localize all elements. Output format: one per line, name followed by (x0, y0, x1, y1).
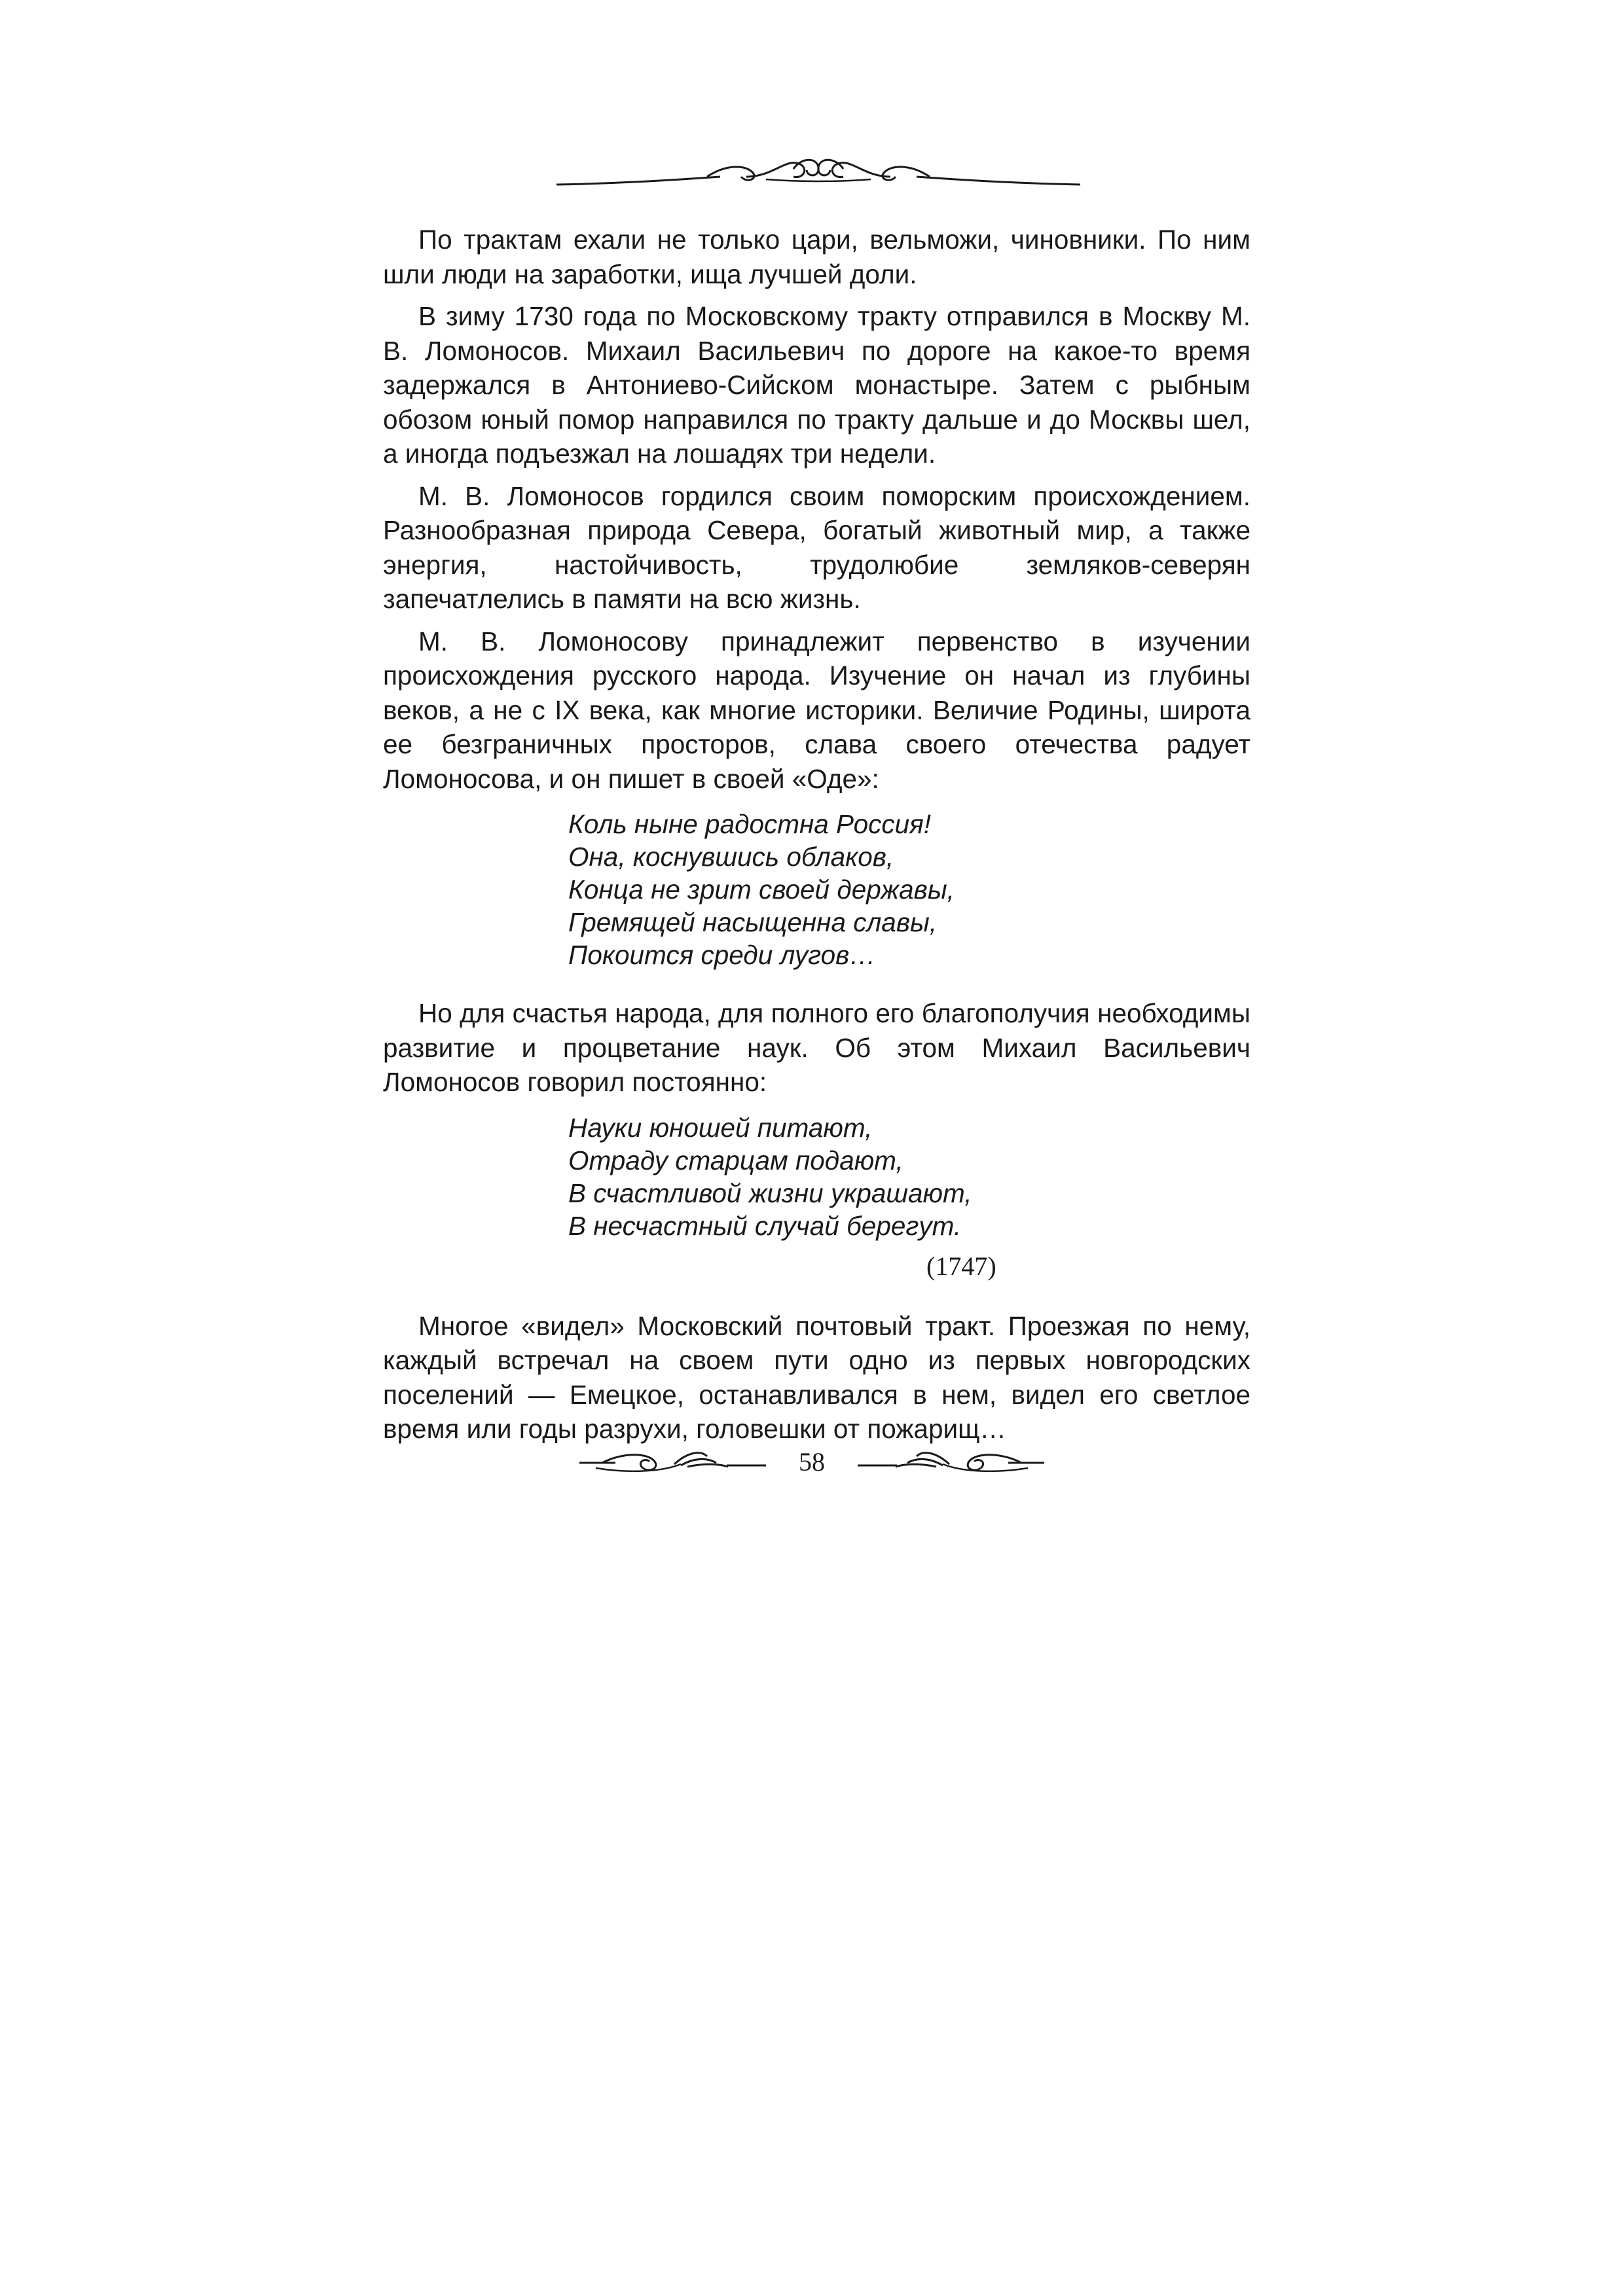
paragraph: Многое «видел» Московский почтовый тракт. Проезжая по нему, каждый встречал на своем пути одно из первых новгородских поселений — Емецкое, останавливался в нем, видел его светлое время или годы разрухи, головешки от пожарищ… (383, 1310, 1250, 1444)
footer-ornament-left-icon (576, 1443, 773, 1482)
paragraph: В зиму 1730 года по Московскому тракту отправился в Москву М. В. Ломоносов. Михаил Васильевич по дороге на какое-то время задержался в Антониево-Сийском монастыре. Затем с рыбным обозом юный помор направился по тракту дальше и до Москвы шел, а иногда подъезжал на лошадях три недели. (383, 301, 1250, 469)
verse-line: Конца не зрит своей державы, (568, 874, 955, 905)
verse-year: (1747) (926, 1251, 996, 1281)
paragraph: Но для счастья народа, для полного его благополучия необходимы развитие и процветание наук. Об этом Михаил Васильевич Ломоносов говорил постоянно: (383, 998, 1250, 1097)
verse-line: Гремящей насыщенна славы, (568, 907, 938, 937)
verse-ode (383, 808, 1250, 971)
page-footer (576, 1443, 1048, 1482)
paragraph: М. В. Ломоносову принадлежит первенство в изучении происхождения русского народа. Изучение он начал из глубины веков, а не с IX века, как многие историки. Величие Родины, широта ее безграничных просторов, слава своего отечества радует Ломоносова, и он пишет в своей «Оде»: (383, 626, 1250, 794)
paragraph: По трактам ехали не только цари, вельможи, чиновники. По ним шли люди на заработки, ища лучшей доли. (383, 224, 1250, 289)
footer-ornament-right-icon (851, 1443, 1048, 1482)
verse-line: Науки юношей питают, (568, 1112, 873, 1143)
header-ornament-icon (550, 151, 1087, 196)
verse-line: Отраду старцам подают, (568, 1145, 903, 1175)
main-text (383, 223, 1250, 1446)
verse-line: Она, коснувшись облаков, (568, 842, 894, 872)
verse-line: В несчастный случай берегут. (568, 1210, 962, 1241)
page-number: 58 (799, 1447, 825, 1477)
verse-line: Покоится среди лугов… (568, 940, 876, 970)
verse-line: Коль ныне радостна Россия! (568, 809, 932, 839)
verse-line: В счастливой жизни украшают, (568, 1177, 972, 1208)
verse-science (383, 1111, 1250, 1242)
paragraph: М. В. Ломоносов гордился своим поморским происхождением. Разнообразная природа Севера, богатый животный мир, а также энергия, настойчивость, трудолюбие земляков-северян запечатлелись в памяти на всю жизнь. (383, 480, 1250, 614)
